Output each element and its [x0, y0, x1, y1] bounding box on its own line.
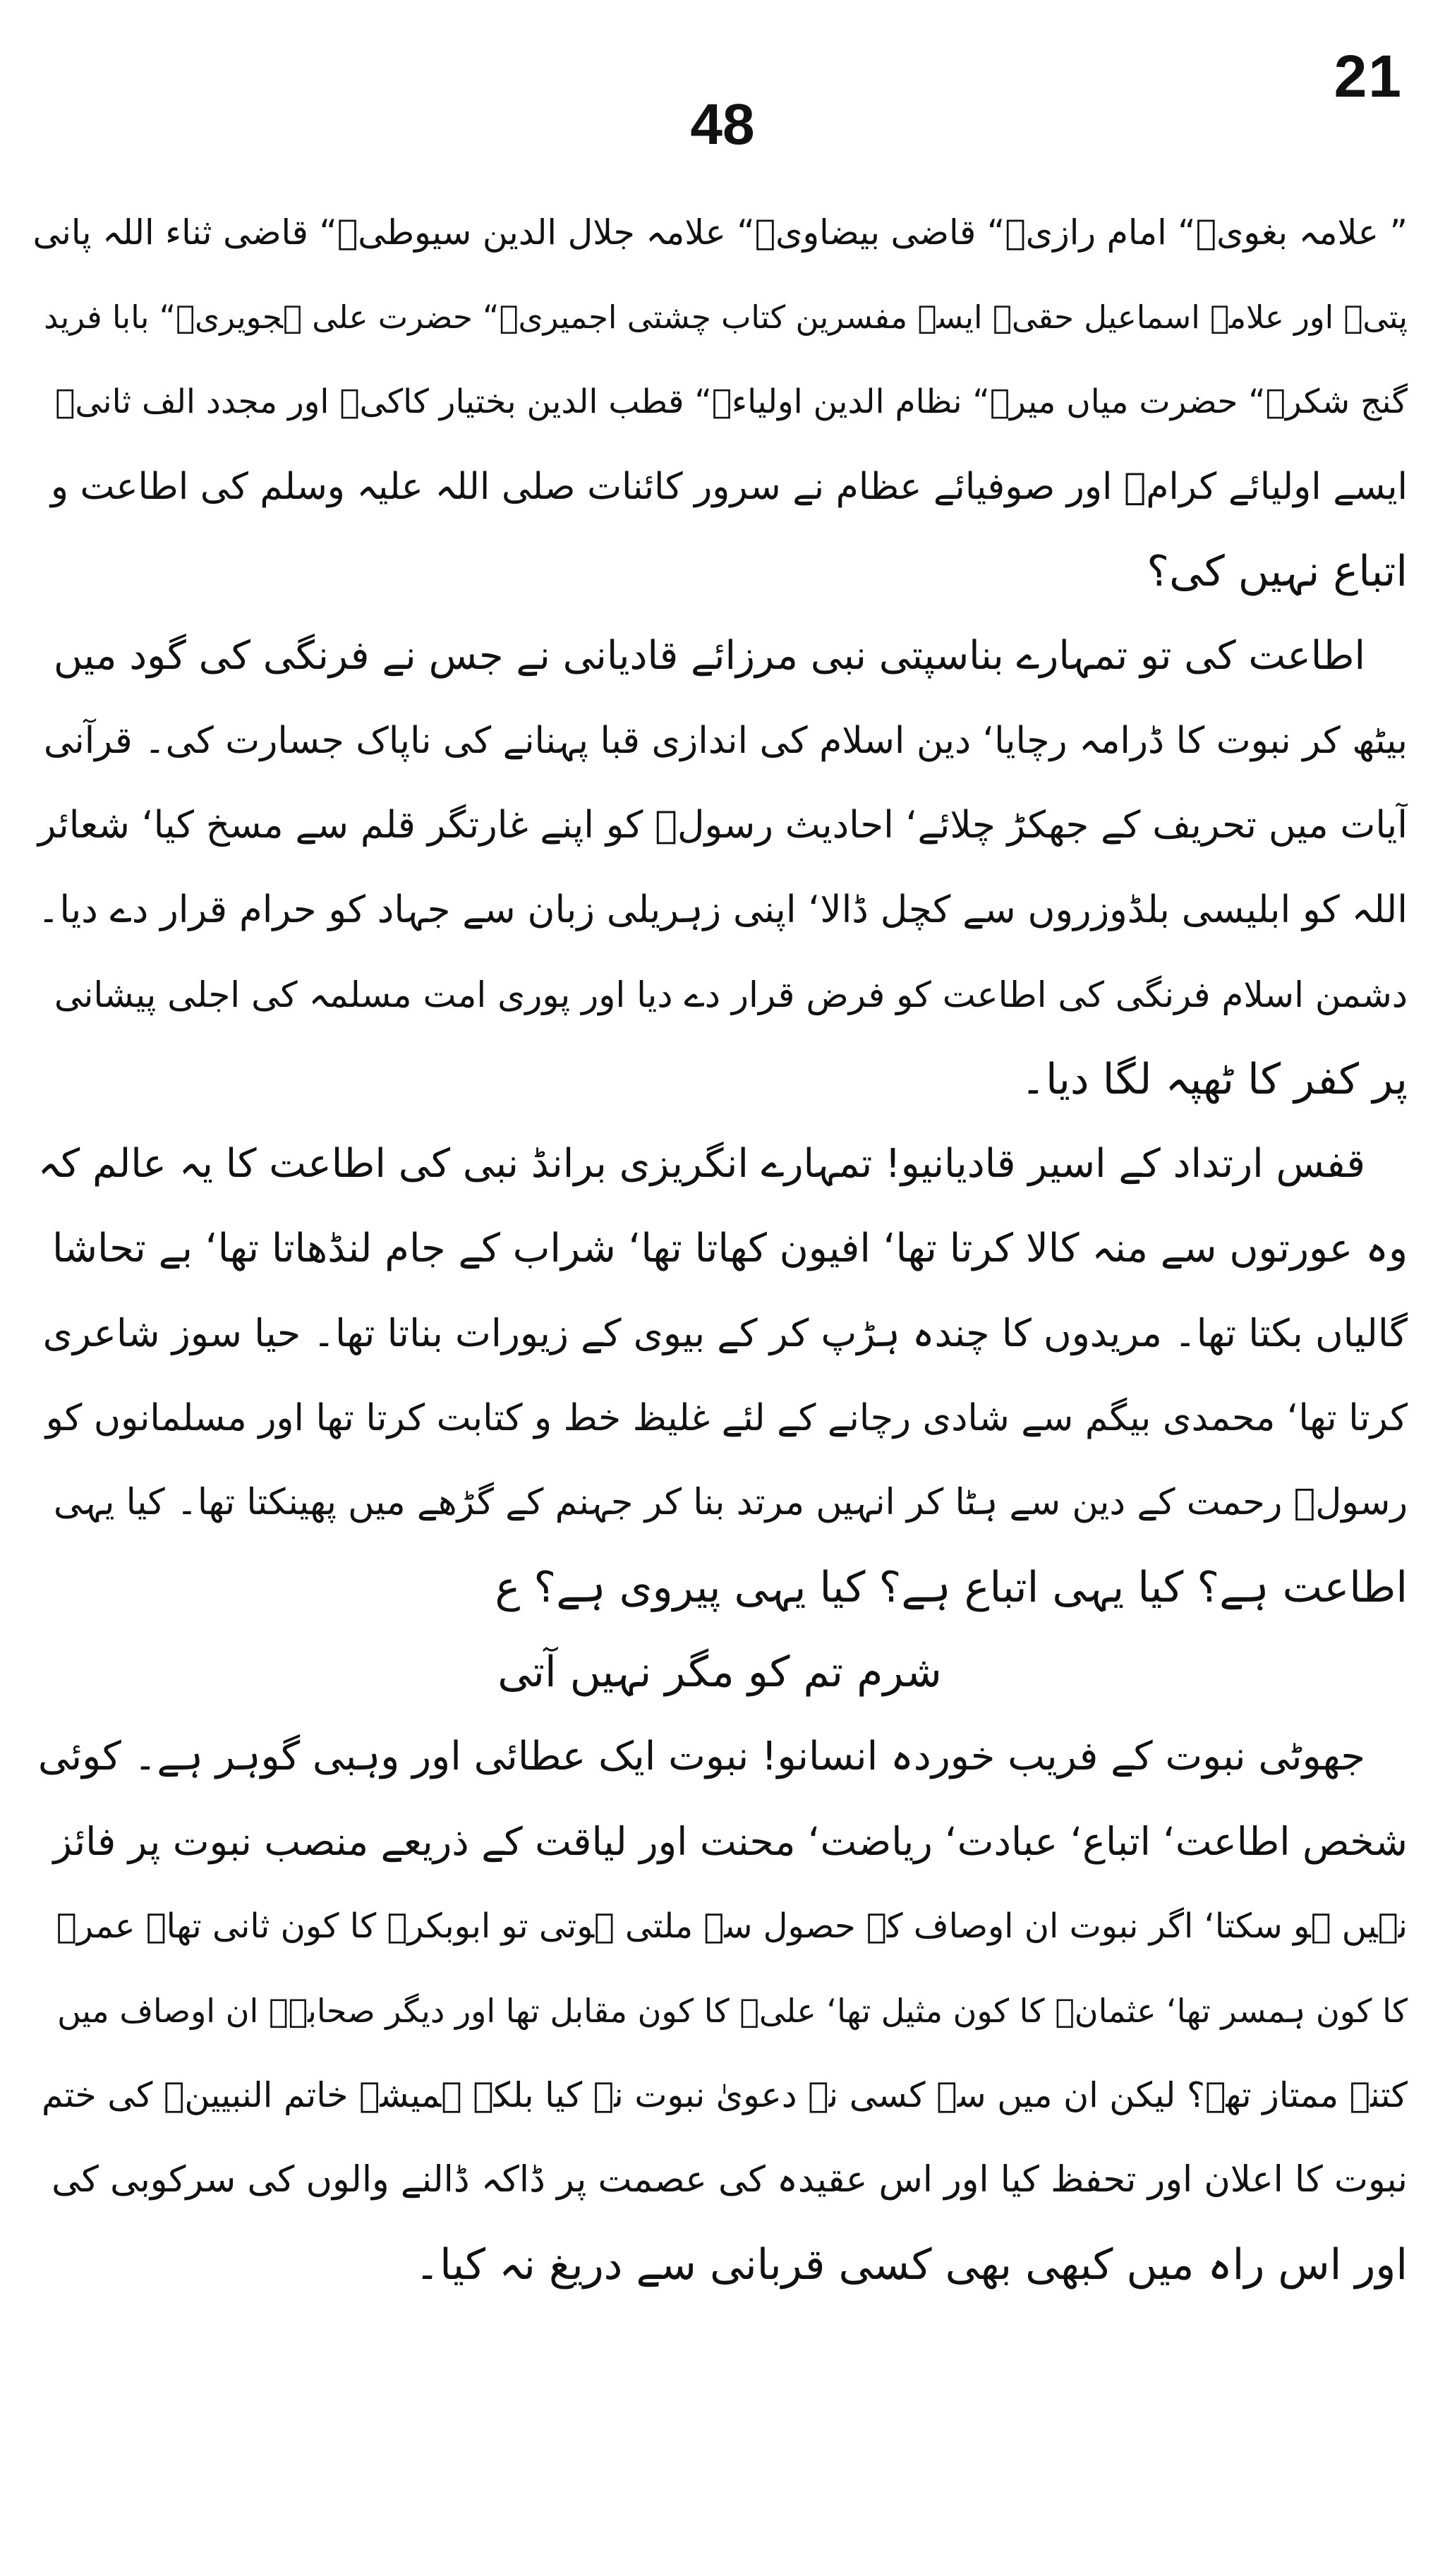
text-line: دشمن اسلام فرنگی کی اطاعت کو فرض قرار دے دیا اور پوری امت مسلمہ کی اجلی پیشانی	[54, 974, 1408, 1015]
text-line: کا کون ہمسر تھا‘ عثمانؓ کا کون مثیل تھا‘ علیؓ کا کون مقابل تھا اور دیگر صحابہؓ ان اوصاف میں	[57, 1992, 1408, 2030]
text-line: قفس ارتداد کے اسیر قادیانیو! تمہارے انگریزی برانڈ نبی کی اطاعت کا یہ عالم کہ	[37, 1141, 1365, 1187]
body-text	[32, 191, 1408, 2307]
text-line: نہیں ہو سکتا‘ اگر نبوت ان اوصاف کے حصول سے ملتی ہوتی تو ابوبکرؓ کا کون ثانی تھا۔ عمرؓ	[56, 1906, 1408, 1946]
book-page-number: 48	[690, 92, 755, 157]
verse-line: شرم تم کو مگر نہیں آتی	[497, 1647, 942, 1697]
text-line: ایسے اولیائے کرامؒ اور صوفیائے عظام نے سرور کائنات صلی اللہ علیہ وسلم کی اطاعت و	[50, 466, 1408, 508]
text-line: ” علامہ بغویؒ“ امام رازیؒ“ قاضی بیضاویؒ“ علامہ جلال الدین سیوطیؒ“ قاضی ثناء اللہ پانی	[32, 212, 1408, 253]
text-line: پتیؒ اور علامہ اسماعیل حقیؒ ایسے مفسرین کتاب چشتی اجمیریؒ“ حضرت علی ہجویریؒ“ بابا فرید	[44, 298, 1408, 336]
text-line: رسولؐ رحمت کے دین سے ہٹا کر انہیں مرتد بنا کر جہنم کے گڑھے میں پھینکتا تھا۔ کیا یہی	[53, 1482, 1408, 1523]
text-line: آیات میں تحریف کے جھکڑ چلائے‘ احادیث رسولؐ کو اپنے غارتگر قلم سے مسخ کیا‘ شعائر	[37, 804, 1408, 847]
text-line: پر کفر کا ٹھپہ لگا دیا۔	[1020, 1055, 1408, 1104]
text-line: اطاعت ہے؟ کیا یہی اتباع ہے؟ کیا یہی پیروی ہے؟ ع	[495, 1563, 1408, 1612]
text-line: بیٹھ کر نبوت کا ڈرامہ رچایا‘ دین اسلام کی اندازی قبا پہنانے کی ناپاک جسارت کی۔ قرآنی	[43, 720, 1408, 762]
text-line: نبوت کا اعلان اور تحفظ کیا اور اس عقیدہ کی عصمت پر ڈاکہ ڈالنے والوں کی سرکوبی کی	[52, 2159, 1408, 2201]
text-line: گنج شکرؒ“ حضرت میاں میرؒ“ نظام الدین اولیاءؒ“ قطب الدین بختیار کاکیؒ اور مجدد الف ثانیؒ	[55, 382, 1408, 421]
text-line: جھوٹی نبوت کے فریب خوردہ انسانو! نبوت ایک عطائی اور وہبی گوہر ہے۔ کوئی	[37, 1734, 1365, 1779]
text-line: وہ عورتوں سے منہ کالا کرتا تھا‘ افیون کھاتا تھا‘ شراب کے جام لنڈھاتا تھا‘ بے تحاشا	[52, 1226, 1408, 1271]
text-line: شخص اطاعت‘ اتباع‘ عبادت‘ ریاضت‘ محنت اور لیاقت کے ذریعے منصب نبوت پر فائز	[53, 1819, 1408, 1864]
text-line: اللہ کو ابلیسی بلڈوزروں سے کچل ڈالا‘ اپنی زہریلی زبان سے جہاد کو حرام قرار دے دیا۔	[37, 888, 1408, 931]
scan-page-number: 21	[1334, 43, 1403, 109]
text-line: کرتا تھا‘ محمدی بیگم سے شادی رچانے کے لئے غلیظ خط و کتابت کرتا تھا اور مسلمانوں کو	[45, 1397, 1408, 1439]
text-line: اتباع نہیں کی؟	[1147, 547, 1408, 596]
text-line: کتنے ممتاز تھے؟ لیکن ان میں سے کسی نے دعویٰ نبوت نہ کیا بلکہ ہمیشہ خاتم النبیینؐ کی ختم	[41, 2075, 1408, 2115]
text-line: اطاعت کی تو تمہارے بناسپتی نبی مرزائے قادیانی نے جس نے فرنگی کی گود میں	[53, 633, 1365, 679]
text-line: اور اس راہ میں کبھی بھی کسی قربانی سے دریغ نہ کیا۔	[414, 2240, 1408, 2290]
text-line: گالیاں بکتا تھا۔ مریدوں کا چندہ ہڑپ کر کے بیوی کے زیورات بناتا تھا۔ حیا سوز شاعری	[42, 1311, 1408, 1355]
